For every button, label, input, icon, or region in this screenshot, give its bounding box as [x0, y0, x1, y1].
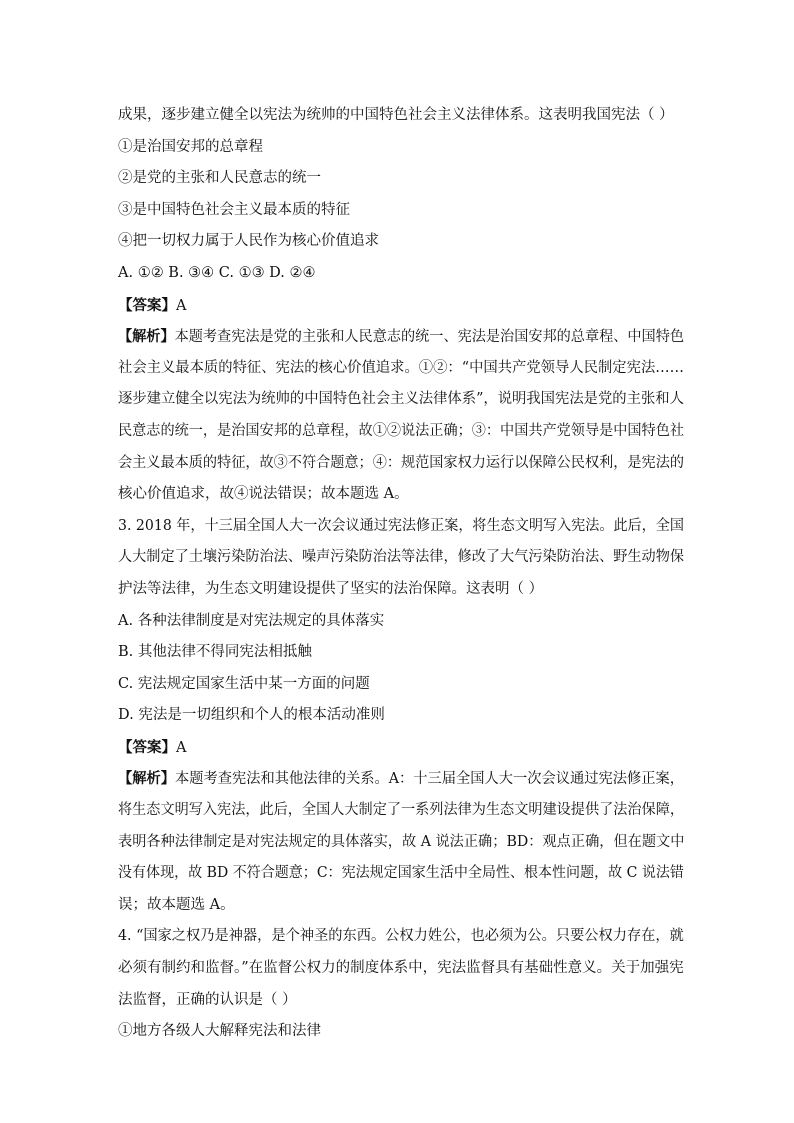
text-line: 会主义最本质的特征，故③不符合题意；④：规范国家权力运行以保障公民权利，是宪法的 — [118, 454, 684, 471]
text-line: 成果，逐步建立健全以宪法为统帅的中国特色社会主义法律体系。这表明我国宪法（ ） — [118, 107, 674, 123]
analysis-line: 【解析】本题考查宪法和其他法律的关系。A：十三届全国人大一次会议通过宪法修正案， — [118, 770, 684, 788]
answer-line: 【答案】A — [118, 738, 187, 756]
answer-tag: 【答案】 — [118, 738, 176, 756]
analysis-line: 【解析】本题考查宪法是党的主张和人民意志的统一、宪法是治国安邦的总章程、中国特色 — [118, 328, 684, 346]
answer-line: 【答案】A — [118, 296, 187, 314]
question-line: 4. “国家之权乃是神器，是个神圣的东西。公权力姓公，也必须为公。只要公权力存在，就 — [118, 928, 684, 945]
text-line: 没有体现，故 BD 不符合题意；C：宪法规定国家生活中全局性、根本性问题，故 C 说法错 — [118, 865, 684, 882]
text-line: 民意志的统一，是治国安邦的总章程，故①②说法正确；③：中国共产党领导是中国特色社 — [118, 422, 684, 439]
choices-line: A. ①② B. ③④ C. ①③ D. ②④ — [118, 264, 316, 281]
option-line: ②是党的主张和人民意志的统一 — [118, 170, 321, 187]
option-line: ③是中国特色社会主义最本质的特征 — [118, 201, 350, 218]
text-line: 护法等法律，为生态文明建设提供了坚实的法治保障。这表明（ ） — [118, 580, 544, 597]
text-line: 社会主义最本质的特征、宪法的核心价值追求。①②：“中国共产党领导人民制定宪法…… — [118, 359, 684, 376]
text-line: 核心价值追求，故④说法错误；故本题选 A。 — [118, 486, 409, 503]
option-line: ①地方各级人大解释宪法和法律 — [118, 1023, 321, 1040]
choice-a: A. 各种法律制度是对宪法规定的具体落实 — [118, 612, 385, 629]
answer-tag: 【答案】 — [118, 296, 176, 314]
question-line: 3. 2018 年，十三届全国人大一次会议通过宪法修正案，将生态文明写入宪法。此后，全国 — [118, 517, 684, 534]
option-line: ④把一切权力属于人民作为核心价值追求 — [118, 233, 379, 250]
text-line: 必须有制约和监督。”在监督公权力的制度体系中，宪法监督具有基础性意义。关于加强宪 — [118, 960, 684, 977]
text-line: 法监督，正确的认识是（ ） — [118, 991, 297, 1008]
option-line: ①是治国安邦的总章程 — [118, 138, 263, 155]
text-line: 逐步建立健全以宪法为统帅的中国特色社会主义法律体系”，说明我国宪法是党的主张和人 — [118, 391, 684, 408]
text-line: 将生态文明写入宪法，此后，全国人大制定了一系列法律为生态文明建设提供了法治保障， — [118, 802, 684, 819]
choice-c: C. 宪法规定国家生活中某一方面的问题 — [118, 675, 370, 692]
analysis-tag: 【解析】 — [118, 770, 175, 788]
choice-b: B. 其他法律不得同宪法相抵触 — [118, 644, 312, 661]
analysis-tag: 【解析】 — [118, 328, 175, 346]
text-line: 误；故本题选 A。 — [118, 896, 235, 913]
text-line: 人大制定了土壤污染防治法、噪声污染防治法等法律，修改了大气污染防治法、野生动物保 — [118, 549, 684, 566]
document-body — [118, 100, 684, 1048]
text-line: 表明各种法律制定是对宪法规定的具体落实，故 A 说法正确；BD：观点正确，但在题文中 — [118, 833, 685, 850]
choice-d: D. 宪法是一切组织和个人的根本活动准则 — [118, 707, 385, 724]
